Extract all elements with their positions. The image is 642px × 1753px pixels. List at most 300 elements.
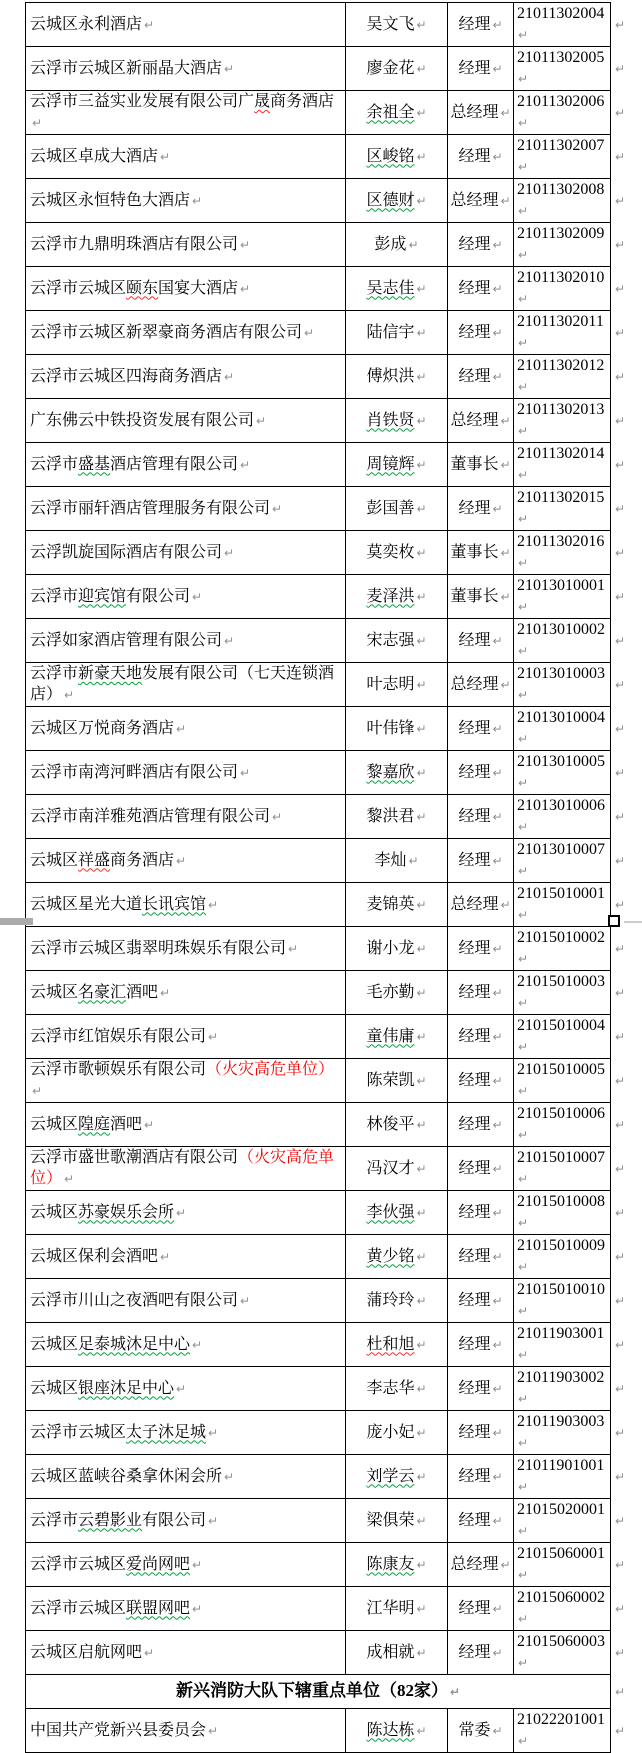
person-name-cell[interactable] [346,1015,448,1059]
end-of-cell-mark: ↵ [176,721,187,736]
unit-id-cell[interactable] [514,487,611,531]
row-end-cell [611,707,627,751]
end-of-cell-mark: ↵ [492,765,503,780]
row-end-cell [611,267,627,311]
end-of-cell-mark: ↵ [615,1249,626,1264]
company-cell[interactable] [26,795,346,839]
company-cell[interactable] [26,1059,346,1103]
person-name-cell[interactable] [346,1367,448,1411]
person-name-cell[interactable] [346,1147,448,1191]
table-row [26,1015,627,1059]
person-name-cell[interactable] [346,1059,448,1103]
end-of-cell-mark: ↵ [615,1161,626,1176]
company-cell[interactable] [26,619,346,663]
person-name-cell[interactable] [346,1543,448,1587]
job-title-cell[interactable] [448,751,514,795]
company-name: 云城区启航网吧 [30,1643,143,1661]
end-of-cell-mark: ↵ [492,1469,503,1484]
unit-id-cell[interactable] [514,3,611,47]
person-name-cell[interactable] [346,795,448,839]
section-title-cell[interactable] [26,1675,611,1709]
job-title-cell[interactable] [448,1367,514,1411]
end-of-cell-mark: ↵ [416,721,427,736]
job-title-cell[interactable] [448,47,514,91]
key-units-table-body [26,3,627,1753]
unit-id-cell[interactable] [514,1103,611,1147]
end-of-cell-mark: ↵ [416,281,427,296]
row-end-cell [611,839,627,883]
unit-id-cell[interactable] [514,1059,611,1103]
company-name: 银座沐足中心 [78,1379,175,1397]
end-of-cell-mark: ↵ [492,633,503,648]
company-cell[interactable] [26,135,346,179]
job-title-cell[interactable] [448,927,514,971]
job-title-cell[interactable] [448,1709,514,1753]
company-cell[interactable] [26,179,346,223]
unit-id-cell[interactable] [514,839,611,883]
unit-id: 21011302015 [517,489,605,506]
job-title-cell[interactable] [448,3,514,47]
end-of-cell-mark: ↵ [492,1073,503,1088]
job-title-cell[interactable] [448,531,514,575]
unit-id-cell[interactable] [514,179,611,223]
end-of-cell-mark: ↵ [615,325,626,340]
job-title-cell[interactable] [448,1015,514,1059]
end-of-cell-mark: ↵ [518,996,529,1010]
company-cell[interactable] [26,531,346,575]
company-cell[interactable] [26,1103,346,1147]
company-name: 云城区星光大道 [30,895,143,913]
person-name-cell[interactable] [346,1323,448,1367]
company-name: 云浮市丽轩酒店管理服务有限公司 [30,499,271,517]
end-of-cell-mark: ↵ [492,1425,503,1440]
job-title-cell[interactable] [448,1499,514,1543]
job-title-cell[interactable] [448,487,514,531]
table-row [26,1279,627,1323]
table-row [26,1499,627,1543]
end-of-cell-mark: ↵ [416,1425,427,1440]
person-name-cell[interactable] [346,91,448,135]
unit-id-cell[interactable] [514,707,611,751]
unit-id-cell[interactable] [514,1279,611,1323]
company-cell[interactable] [26,267,346,311]
company-name: 国宴大酒店 [158,279,239,297]
end-of-cell-mark: ↵ [500,105,511,120]
person-name-cell[interactable] [346,531,448,575]
person-name-cell[interactable] [346,1587,448,1631]
end-of-cell-mark: ↵ [518,336,529,350]
person-name-cell[interactable] [346,1499,448,1543]
company-name: 云浮市云城区翡翠明珠娱乐有限公司 [30,939,287,957]
unit-id-cell[interactable] [514,223,611,267]
person-name-cell[interactable] [346,1411,448,1455]
company-cell[interactable] [26,839,346,883]
unit-id-cell[interactable] [514,1709,611,1753]
job-title-cell[interactable] [448,1543,514,1587]
end-of-cell-mark: ↵ [615,1557,626,1572]
job-title-cell[interactable] [448,619,514,663]
job-title-cell[interactable] [448,1147,514,1191]
end-of-cell-mark: ↵ [492,17,503,32]
end-of-cell-mark: ↵ [160,149,171,164]
company-cell[interactable] [26,47,346,91]
person-name-cell[interactable] [346,1279,448,1323]
unit-id-cell[interactable] [514,1543,611,1587]
key-units-table[interactable] [25,2,627,1753]
job-title-cell[interactable] [448,355,514,399]
job-title-cell[interactable] [448,1411,514,1455]
end-of-cell-mark: ↵ [240,237,251,252]
person-name-cell[interactable] [346,971,448,1015]
page-edge-bar [0,918,33,925]
end-of-cell-mark: ↵ [500,1557,511,1572]
end-of-cell-mark: ↵ [518,1568,529,1582]
company-cell[interactable] [26,971,346,1015]
person-name-cell[interactable] [346,1631,448,1675]
unit-id-cell[interactable] [514,1323,611,1367]
job-title: 经理 [458,1643,491,1661]
table-row [26,1103,627,1147]
unit-id-cell[interactable] [514,1191,611,1235]
end-of-cell-mark: ↵ [240,281,251,296]
job-title-cell[interactable] [448,1455,514,1499]
company-cell[interactable] [26,1367,346,1411]
end-of-cell-mark: ↵ [416,545,427,560]
person-name-cell[interactable] [346,1191,448,1235]
unit-id-cell[interactable] [514,1631,611,1675]
unit-id-cell[interactable] [514,355,611,399]
end-of-cell-mark: ↵ [615,677,626,692]
unit-id-cell[interactable] [514,1499,611,1543]
end-of-cell-mark: ↵ [492,853,503,868]
job-title-cell[interactable] [448,399,514,443]
company-cell[interactable] [26,883,346,927]
company-name: 商务酒店 [270,93,335,110]
unit-id-cell[interactable] [514,1147,611,1191]
job-title-cell[interactable] [448,91,514,135]
job-title: 经理 [458,939,491,957]
job-title-cell[interactable] [448,971,514,1015]
person-name-cell[interactable] [346,751,448,795]
job-title-cell[interactable] [448,223,514,267]
company-cell[interactable] [26,663,346,707]
person-name-cell[interactable] [346,355,448,399]
unit-id: 21015010010 [517,1281,605,1298]
person-name-cell[interactable] [346,311,448,355]
table-row [26,487,627,531]
company-cell[interactable] [26,1499,346,1543]
company-cell[interactable] [26,1631,346,1675]
end-of-cell-mark: ↵ [518,468,529,482]
unit-id: 21013010005 [517,753,605,770]
unit-id-cell[interactable] [514,927,611,971]
table-row [26,1323,627,1367]
table-row [26,1367,627,1411]
person-name-cell[interactable] [346,707,448,751]
person-name: 杜和旭 [366,1335,415,1353]
job-title: 董事长 [450,587,499,605]
end-of-cell-mark: ↵ [492,721,503,736]
unit-id-cell[interactable] [514,135,611,179]
table-row [26,135,627,179]
company-name: 云浮市川山之夜酒吧有限公司 [30,1291,239,1309]
company-name: 云浮市云城区新翠豪商务酒店有限公司 [30,323,303,341]
job-title-cell[interactable] [448,311,514,355]
person-name-cell[interactable] [346,619,448,663]
end-of-cell-mark: ↵ [192,1601,203,1616]
end-of-cell-mark: ↵ [492,1161,503,1176]
person-name: 周镜辉 [366,455,415,473]
unit-id-cell[interactable] [514,311,611,355]
end-of-cell-mark: ↵ [500,457,511,472]
person-name: 黎嘉欣 [366,763,415,781]
person-name-cell[interactable] [346,883,448,927]
company-cell[interactable] [26,223,346,267]
person-name: 莫奕枚 [366,543,415,561]
company-cell[interactable] [26,707,346,751]
end-of-cell-mark: ↵ [500,589,511,604]
company-cell[interactable] [26,443,346,487]
company-cell[interactable] [26,1455,346,1499]
company-cell[interactable] [26,1323,346,1367]
end-of-cell-mark: ↵ [615,457,626,472]
job-title-cell[interactable] [448,795,514,839]
end-of-cell-mark: ↵ [518,116,529,130]
company-name: 云浮市南洋雅苑酒店管理有限公司 [30,807,271,825]
row-end-cell [611,1103,627,1147]
company-cell[interactable] [26,1015,346,1059]
person-name: 冯汉才 [366,1159,415,1177]
job-title: 经理 [458,1159,491,1177]
end-of-cell-mark: ↵ [518,864,529,878]
company-name: 云浮市云城区 [30,1599,127,1617]
unit-id-cell[interactable] [514,1015,611,1059]
end-of-cell-mark: ↵ [518,600,529,614]
table-row [26,1147,627,1191]
company-cell[interactable] [26,1411,346,1455]
person-name: 林俊平 [366,1115,415,1133]
table-row [26,531,627,575]
job-title-cell[interactable] [448,179,514,223]
section-header-row [26,1675,627,1709]
job-title: 常委 [458,1721,491,1739]
person-name: 肖铁贤 [366,411,415,429]
job-title: 经理 [458,1335,491,1353]
table-row [26,751,627,795]
unit-id: 21011302005 [517,49,605,66]
end-of-cell-mark: ↵ [518,1040,529,1054]
job-title-cell[interactable] [448,1279,514,1323]
person-name-cell[interactable] [346,1455,448,1499]
unit-id-cell[interactable] [514,531,611,575]
company-cell[interactable] [26,3,346,47]
unit-id: 21011903003 [517,1413,605,1430]
person-name-cell[interactable] [346,135,448,179]
company-name: 隍庭 [78,1115,111,1133]
unit-id-cell[interactable] [514,267,611,311]
person-name-cell[interactable] [346,47,448,91]
row-end-cell [611,1455,627,1499]
company-cell[interactable] [26,1279,346,1323]
company-cell[interactable] [26,1543,346,1587]
company-cell[interactable] [26,1191,346,1235]
row-end-cell [611,135,627,179]
unit-id-cell[interactable] [514,751,611,795]
job-title-cell[interactable] [448,839,514,883]
company-cell[interactable] [26,1709,346,1753]
company-cell[interactable] [26,751,346,795]
end-of-cell-mark: ↵ [192,1557,203,1572]
person-name: 吴志佳 [366,279,415,297]
unit-id-cell[interactable] [514,443,611,487]
person-name-cell[interactable] [346,663,448,707]
company-name: 云城区保利会酒吧 [30,1247,159,1265]
company-cell[interactable] [26,91,346,135]
unit-id: 21011302007 [517,137,605,154]
company-name: 迎宾馆 [78,587,127,605]
company-cell[interactable] [26,575,346,619]
job-title-cell[interactable] [448,575,514,619]
unit-id-cell[interactable] [514,883,611,927]
unit-id-cell[interactable] [514,795,611,839]
end-of-cell-mark: ↵ [492,281,503,296]
job-title: 总经理 [450,675,499,693]
company-cell[interactable] [26,399,346,443]
person-name-cell[interactable] [346,1709,448,1753]
end-of-cell-mark: ↵ [416,1557,427,1572]
end-of-cell-mark: ↵ [416,633,427,648]
end-of-cell-mark: ↵ [615,1425,626,1440]
company-cell[interactable] [26,311,346,355]
unit-id: 21011302013 [517,401,605,418]
end-of-cell-mark: ↵ [32,1084,43,1098]
person-name-cell[interactable] [346,399,448,443]
person-name-cell[interactable] [346,443,448,487]
end-of-cell-mark: ↵ [492,325,503,340]
person-name-cell[interactable] [346,179,448,223]
end-of-cell-mark: ↵ [208,1723,219,1738]
company-name: 云浮市 [30,455,79,473]
job-title-cell[interactable] [448,1587,514,1631]
job-title-cell[interactable] [448,707,514,751]
person-name-cell[interactable] [346,487,448,531]
job-title-cell[interactable] [448,1235,514,1279]
job-title-cell[interactable] [448,1323,514,1367]
company-cell[interactable] [26,927,346,971]
end-of-cell-mark: ↵ [615,17,626,32]
unit-id-cell[interactable] [514,1455,611,1499]
job-title: 经理 [458,1291,491,1309]
end-of-cell-mark: ↵ [492,1513,503,1528]
company-name: 祥盛 [78,851,111,869]
person-name-cell[interactable] [346,839,448,883]
company-name: 新豪天地 [78,665,143,682]
company-name: 云浮市红馆娱乐有限公司 [30,1027,207,1045]
unit-id-cell[interactable] [514,619,611,663]
job-title-cell[interactable] [448,1103,514,1147]
person-name: 梁俱荣 [366,1511,415,1529]
row-end-cell [611,1587,627,1631]
person-name-cell[interactable] [346,575,448,619]
job-title-cell[interactable] [448,267,514,311]
end-of-cell-mark: ↵ [615,413,626,428]
unit-id-cell[interactable] [514,399,611,443]
person-name-cell[interactable] [346,1103,448,1147]
unit-id-cell[interactable] [514,1587,611,1631]
unit-id-cell[interactable] [514,1235,611,1279]
company-name: 酒店管理有限公司 [110,455,239,473]
row-end-cell [611,1279,627,1323]
person-name-cell[interactable] [346,223,448,267]
end-of-cell-mark: ↵ [615,633,626,648]
job-title-cell[interactable] [448,663,514,707]
company-cell[interactable] [26,1147,346,1191]
unit-id: 21011302014 [517,445,605,462]
company-name: 云浮市云城区新丽晶大酒店 [30,59,223,77]
end-of-cell-mark: ↵ [615,193,626,208]
person-name-cell[interactable] [346,267,448,311]
unit-id-cell[interactable] [514,663,611,707]
job-title-cell[interactable] [448,1191,514,1235]
job-title: 经理 [458,1467,491,1485]
end-of-cell-mark: ↵ [615,1117,626,1132]
job-title-cell[interactable] [448,883,514,927]
end-of-cell-mark: ↵ [500,897,511,912]
unit-id-cell[interactable] [514,1411,611,1455]
person-name: 谢小龙 [366,939,415,957]
company-name: 太子沐足城 [126,1423,207,1441]
job-title-cell[interactable] [448,1059,514,1103]
person-name-cell[interactable] [346,3,448,47]
end-of-cell-mark: ↵ [615,369,626,384]
unit-id-cell[interactable] [514,575,611,619]
unit-id: 21015010004 [517,1017,605,1034]
company-cell[interactable] [26,487,346,531]
job-title-cell[interactable] [448,443,514,487]
company-name: 云浮市歌顿娱乐有限公司 [30,1061,207,1078]
section-title: 新兴消防大队下辖重点单位（82家） [175,1681,448,1700]
job-title-cell[interactable] [448,135,514,179]
end-of-cell-mark: ↵ [192,1337,203,1352]
end-of-cell-mark: ↵ [518,380,529,394]
company-name: 云浮如家酒店管理有限公司 [30,631,223,649]
end-of-cell-mark: ↵ [176,853,187,868]
unit-id: 21011302016 [517,533,605,550]
row-end-cell [611,91,627,135]
company-cell[interactable] [26,1235,346,1279]
person-name: 蒲玲玲 [366,1291,415,1309]
row-end-cell [611,1147,627,1191]
person-name-cell[interactable] [346,1235,448,1279]
table-row [26,575,627,619]
unit-id: 21013010002 [517,621,605,638]
end-of-cell-mark: ↵ [518,72,529,86]
end-of-cell-mark: ↵ [416,809,427,824]
company-name: 颐东 [126,279,159,297]
company-cell[interactable] [26,355,346,399]
end-of-cell-mark: ↵ [615,853,626,868]
end-of-cell-mark: ↵ [492,1601,503,1616]
unit-id-cell[interactable] [514,47,611,91]
unit-id-cell[interactable] [514,971,611,1015]
person-name-cell[interactable] [346,927,448,971]
end-of-cell-mark: ↵ [176,1381,187,1396]
job-title-cell[interactable] [448,1631,514,1675]
unit-id-cell[interactable] [514,1367,611,1411]
unit-id-cell[interactable] [514,91,611,135]
company-cell[interactable] [26,1587,346,1631]
end-of-cell-mark: ↵ [416,1117,427,1132]
